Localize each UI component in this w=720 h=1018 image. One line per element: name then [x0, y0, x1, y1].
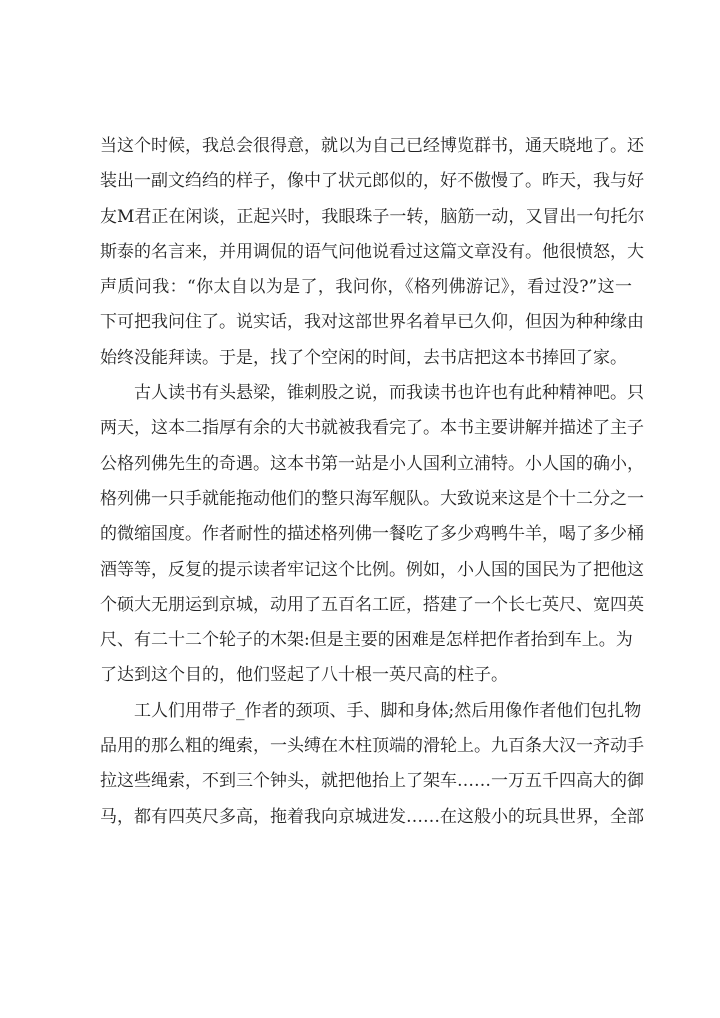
text-line: 当这个时候，我总会很得意，就以为自己已经博览群书，通天晓地了。还 [100, 136, 644, 156]
text-line: 始终没能拜读。于是，找了个空闲的时间，去书店把这本书捧回了家。 [100, 347, 627, 368]
text-line: 的微缩国度。作者耐性的描述格列佛一餐吃了多少鸡鸭牛羊，喝了多少桶 [100, 524, 644, 545]
text-line: 拉这些绳索，不到三个钟头，就把他抬上了架车……一万五千四高大的御 [100, 771, 644, 792]
text-line: 格列佛一只手就能拖动他们的整只海军舰队。大致说来这是个十二分之一 [100, 488, 644, 509]
paragraph-2 [100, 376, 644, 694]
text-line: 古人读书有头悬梁，锥刺股之说，而我读书也许也有此种精神吧。只 [134, 383, 644, 404]
text-line: 装出一副文绉绉的样子，像中了状元郎似的，好不傲慢了。昨天，我与好 [100, 171, 644, 192]
body-text [100, 129, 645, 835]
text-line: 公格列佛先生的奇遇。这本书第一站是小人国利立浦特。小人国的确小， [100, 453, 644, 474]
text-line: 了达到这个目的，他们竖起了八十根一英尺高的柱子。 [100, 665, 508, 686]
text-line: 工人们用带子_作者的颈项、手、脚和身体;然后用像作者他们包扎物 [134, 700, 642, 721]
text-line: 个硕大无朋运到京城，动用了五百名工匠，搭建了一个长七英尺、宽四英 [100, 594, 644, 615]
text-line: 斯泰的名言来，并用调侃的语气问他说看过这篇文章没有。他很愤怒，大 [100, 241, 644, 262]
text-line: 品用的那么粗的绳索，一头缚在木柱顶端的滑轮上。九百条大汉一齐动手 [100, 736, 644, 757]
text-line: 两天，这本二指厚有余的大书就被我看完了。本书主要讲解并描述了主子 [100, 418, 644, 439]
paragraph-3 [100, 694, 644, 835]
paragraph-1 [100, 129, 645, 376]
text-line: 下可把我问住了。说实话，我对这部世界名着早已久仰，但因为种种缘由 [100, 312, 644, 333]
text-line: 声质问我：“你太自以为是了，我问你，《格列佛游记》，看过没?”这一 [100, 277, 632, 298]
text-line: 马，都有四英尺多高，拖着我向京城进发……在这般小的玩具世界，全部 [100, 806, 644, 827]
text-line: 尺、有二十二个轮子的木架:但是主要的困难是怎样把作者抬到车上。为 [100, 630, 633, 651]
text-line: 友M君正在闲谈，正起兴时，我眼珠子一转，脑筋一动，又冒出一句托尔 [100, 206, 645, 227]
text-line: 酒等等，反复的提示读者牢记这个比例。例如，小人国的国民为了把他这 [100, 559, 644, 580]
